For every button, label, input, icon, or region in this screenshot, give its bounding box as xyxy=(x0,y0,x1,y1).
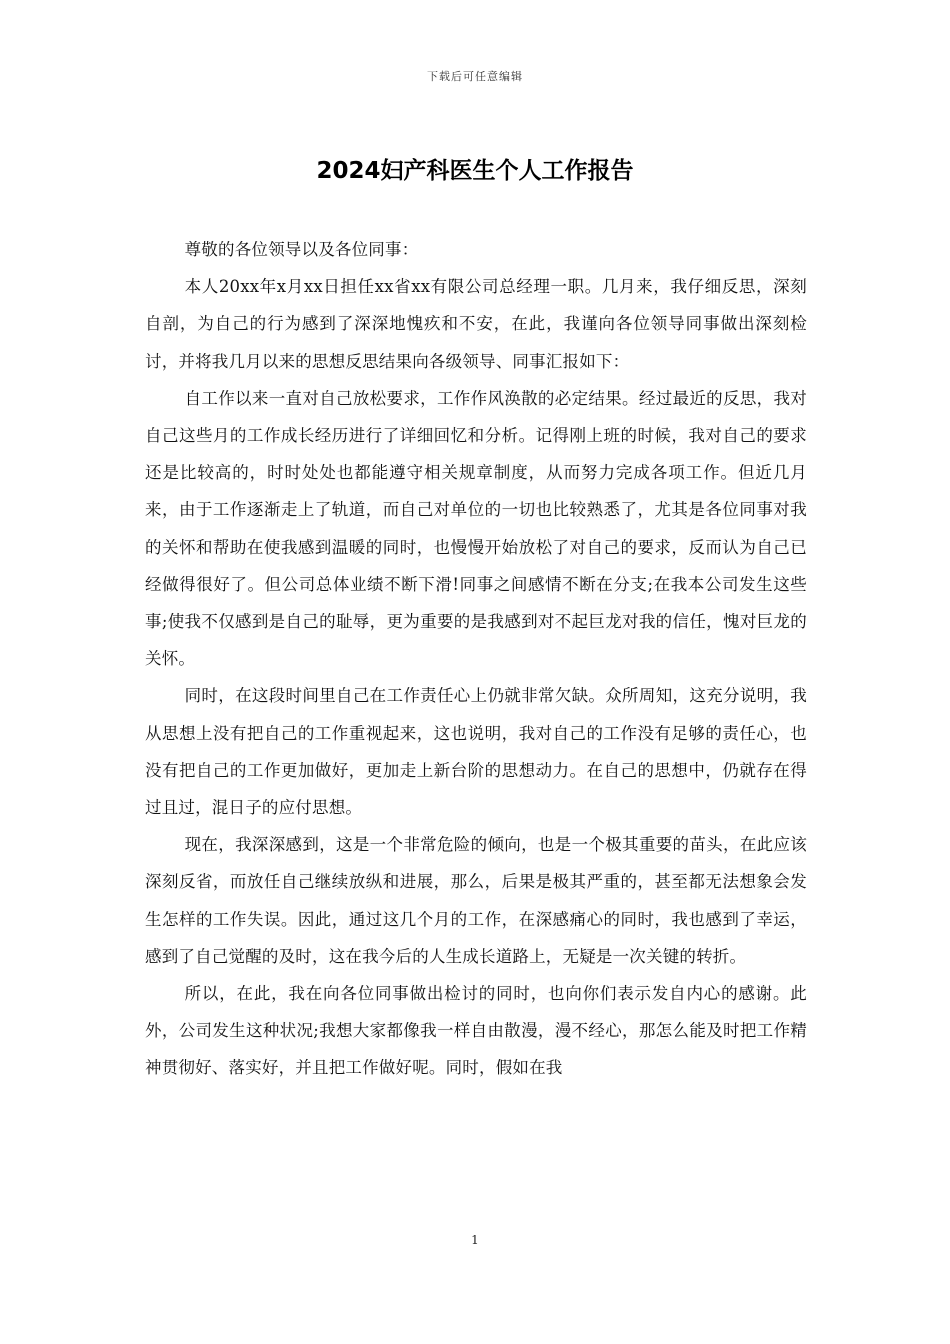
paragraph: 本人20xx年x月xx日担任xx省xx有限公司总经理一职。几月来，我仔细反思，深刻自剖，为自己的行为感到了深深地愧疚和不安，在此，我谨向各位领导同事做出深刻检讨，并将我几月以来的思想反思结果向各级领导、同事汇报如下： xyxy=(145,277,807,371)
paragraph-salutation: 尊敬的各位领导以及各位同事： xyxy=(184,240,419,259)
paragraph: 自工作以来一直对自己放松要求，工作作风涣散的必定结果。经过最近的反思，我对自己这些月的工作成长经历进行了详细回忆和分析。记得刚上班的时候，我对自己的要求还是比较高的，时时处处也都能遵守相关规章制度，从而努力完成各项工作。但近几月来，由于工作逐渐走上了轨道，而自己对单位的一切也比较熟悉了，尤其是各位同事对我的关怀和帮助在使我感到温暖的同时，也慢慢开始放松了对自己的要求，反而认为自己已经做得很好了。但公司总体业绩不断下滑!同事之间感情不断在分支;在我本公司发生这些事;使我不仅感到是自己的耻辱，更为重要的是我感到对不起巨龙对我的信任，愧对巨龙的关怀。 xyxy=(145,388,807,669)
page-number: 1 xyxy=(471,1233,479,1247)
document-title: 2024妇产科医生个人工作报告 xyxy=(316,158,634,184)
paragraph: 同时，在这段时间里自己在工作责任心上仍就非常欠缺。众所周知，这充分说明，我从思想上没有把自己的工作重视起来，这也说明，我对自己的工作没有足够的责任心，也没有把自己的工作更加做好，更加走上新台阶的思想动力。在自己的思想中，仍就存在得过且过，混日子的应付思想。 xyxy=(145,686,807,818)
header-note: 下载后可任意编辑 xyxy=(427,70,523,83)
document-body xyxy=(145,231,807,1087)
paragraph: 所以，在此，我在向各位同事做出检讨的同时，也向你们表示发自内心的感谢。此外，公司发生这种状况;我想大家都像我一样自由散漫，漫不经心，那怎么能及时把工作精神贯彻好、落实好，并且把工作做好呢。同时，假如在我 xyxy=(145,984,807,1078)
paragraph: 现在，我深深感到，这是一个非常危险的倾向，也是一个极其重要的苗头，在此应该深刻反省，而放任自己继续放纵和进展，那么，后果是极其严重的，甚至都无法想象会发生怎样的工作失误。因此，通过这几个月的工作，在深感痛心的同时，我也感到了幸运，感到了自己觉醒的及时，这在我今后的人生成长道路上，无疑是一次关键的转折。 xyxy=(145,835,807,966)
